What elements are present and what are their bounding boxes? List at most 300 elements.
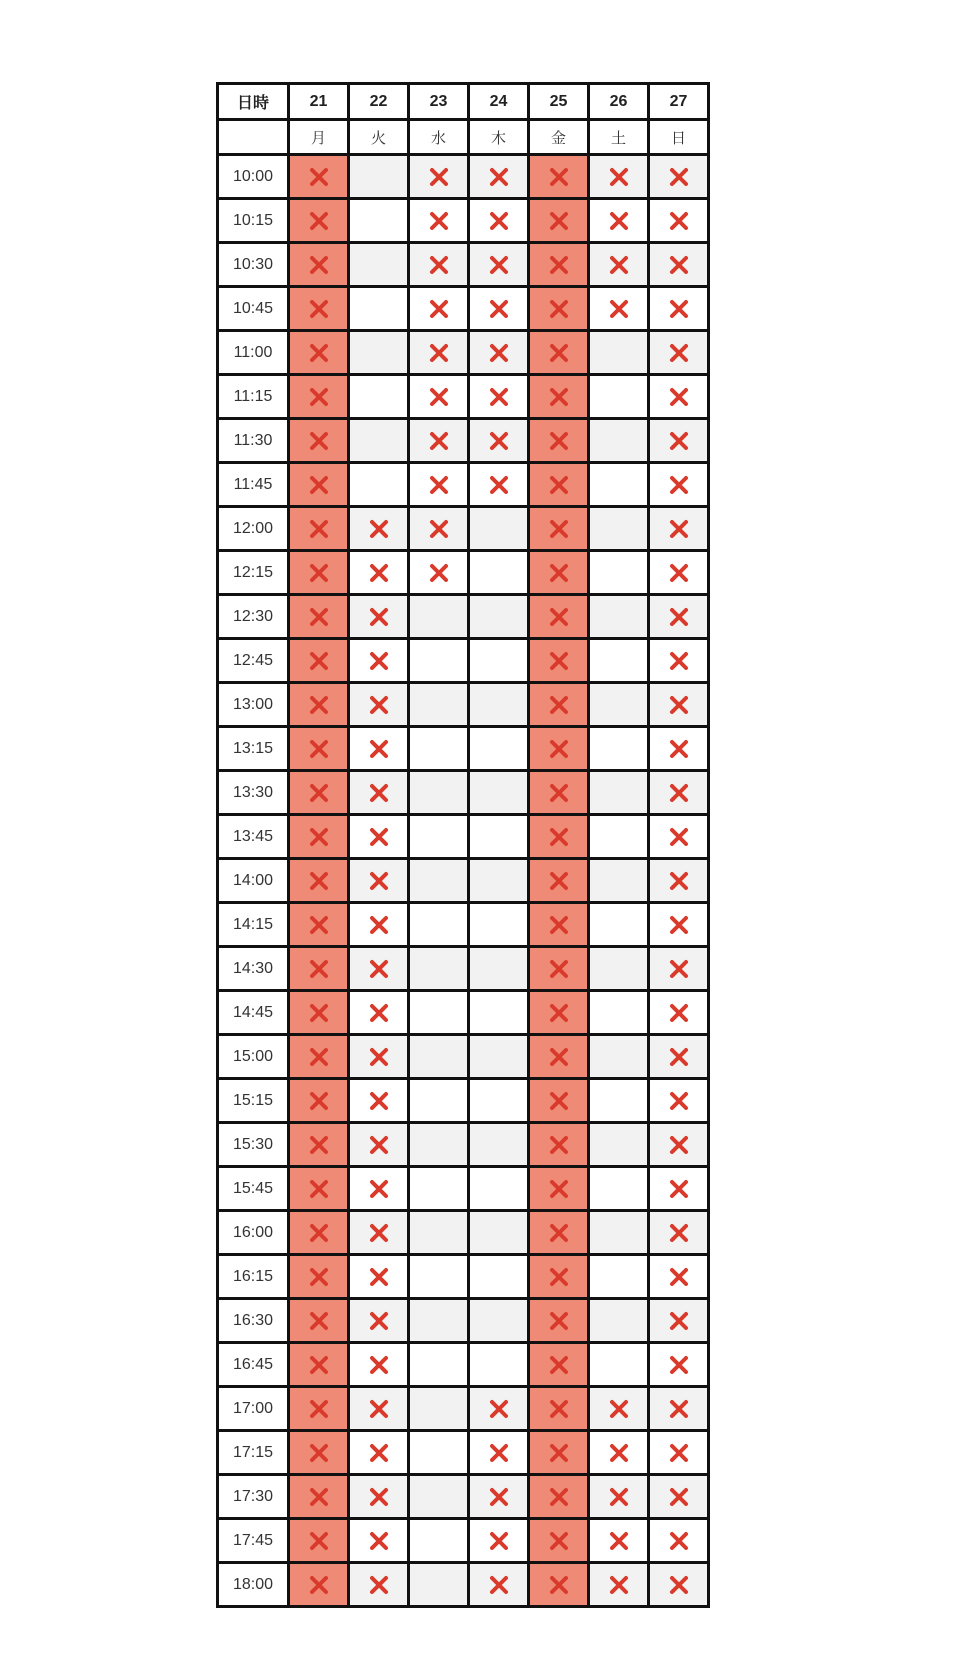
slot-24-1100: [469, 331, 529, 375]
cross-mark-icon: [548, 606, 570, 628]
cross-mark-icon: [548, 166, 570, 188]
slot-24-1030: [469, 243, 529, 287]
time-label: 15:45: [218, 1167, 289, 1211]
cross-mark-icon: [548, 562, 570, 584]
slot-23-1715[interactable]: [409, 1431, 469, 1475]
slot-21-1800: [289, 1563, 349, 1607]
cross-mark-icon: [548, 1222, 570, 1244]
time-slot-row: [218, 1563, 709, 1607]
cross-mark-icon: [548, 518, 570, 540]
time-label: 10:30: [218, 243, 289, 287]
weekday-header-22: 火: [349, 120, 409, 155]
cross-mark-icon: [368, 1134, 390, 1156]
cross-mark-icon: [668, 914, 690, 936]
weekday-header-row: [218, 120, 709, 155]
cross-mark-icon: [668, 386, 690, 408]
slot-22-1315: [349, 727, 409, 771]
time-label: 10:45: [218, 287, 289, 331]
slot-25-1730: [529, 1475, 589, 1519]
slot-26-1530[interactable]: [589, 1123, 649, 1167]
cross-mark-icon: [428, 254, 450, 276]
time-label: 11:45: [218, 463, 289, 507]
slot-26-1015: [589, 199, 649, 243]
time-label: 15:30: [218, 1123, 289, 1167]
cross-mark-icon: [548, 430, 570, 452]
cross-mark-icon: [548, 1266, 570, 1288]
slot-23-1030: [409, 243, 469, 287]
cross-mark-icon: [548, 210, 570, 232]
slot-21-1645: [289, 1343, 349, 1387]
cross-mark-icon: [308, 1354, 330, 1376]
slot-26-1200[interactable]: [589, 507, 649, 551]
cross-mark-icon: [548, 1046, 570, 1068]
slot-27-1415: [649, 903, 709, 947]
slot-23-1745[interactable]: [409, 1519, 469, 1563]
slot-26-1415[interactable]: [589, 903, 649, 947]
slot-25-1715: [529, 1431, 589, 1475]
cross-mark-icon: [668, 1046, 690, 1068]
slot-26-1630[interactable]: [589, 1299, 649, 1343]
slot-24-1515[interactable]: [469, 1079, 529, 1123]
slot-24-1715: [469, 1431, 529, 1475]
weekday-header-24: 木: [469, 120, 529, 155]
date-header-25: 25: [529, 84, 589, 120]
slot-23-1515[interactable]: [409, 1079, 469, 1123]
time-label: 14:00: [218, 859, 289, 903]
slot-21-1745: [289, 1519, 349, 1563]
cross-mark-icon: [548, 1178, 570, 1200]
time-slot-row: [218, 727, 709, 771]
weekday-header-21: 月: [289, 120, 349, 155]
cross-mark-icon: [668, 1442, 690, 1464]
slot-25-1415: [529, 903, 589, 947]
cross-mark-icon: [668, 298, 690, 320]
cross-mark-icon: [668, 254, 690, 276]
weekday-header-25: 金: [529, 120, 589, 155]
slot-27-1000: [649, 155, 709, 199]
slot-26-1645[interactable]: [589, 1343, 649, 1387]
slot-21-1245: [289, 639, 349, 683]
cross-mark-icon: [548, 1002, 570, 1024]
slot-23-1415[interactable]: [409, 903, 469, 947]
slot-24-1345[interactable]: [469, 815, 529, 859]
slot-23-1330[interactable]: [409, 771, 469, 815]
slot-26-1100[interactable]: [589, 331, 649, 375]
time-slot-row: [218, 1255, 709, 1299]
slot-24-1300[interactable]: [469, 683, 529, 727]
slot-24-1445[interactable]: [469, 991, 529, 1035]
slot-22-1600: [349, 1211, 409, 1255]
cross-mark-icon: [308, 914, 330, 936]
cross-mark-icon: [668, 1574, 690, 1596]
slot-25-1115: [529, 375, 589, 419]
cross-mark-icon: [548, 474, 570, 496]
slot-23-1245[interactable]: [409, 639, 469, 683]
slot-26-1000: [589, 155, 649, 199]
cross-mark-icon: [308, 1134, 330, 1156]
time-slot-row: [218, 1343, 709, 1387]
slot-23-1000: [409, 155, 469, 199]
cross-mark-icon: [668, 1090, 690, 1112]
slot-26-1600[interactable]: [589, 1211, 649, 1255]
slot-23-1100: [409, 331, 469, 375]
slot-26-1400[interactable]: [589, 859, 649, 903]
time-label: 16:15: [218, 1255, 289, 1299]
cross-mark-icon: [488, 1486, 510, 1508]
slot-22-1115[interactable]: [349, 375, 409, 419]
slot-25-1445: [529, 991, 589, 1035]
cross-mark-icon: [548, 342, 570, 364]
slot-27-1430: [649, 947, 709, 991]
cross-mark-icon: [368, 1222, 390, 1244]
slot-21-1600: [289, 1211, 349, 1255]
cross-mark-icon: [428, 562, 450, 584]
slot-24-1330[interactable]: [469, 771, 529, 815]
slot-25-1200: [529, 507, 589, 551]
cross-mark-icon: [668, 1398, 690, 1420]
slot-24-1130: [469, 419, 529, 463]
weekday-header-27: 日: [649, 120, 709, 155]
slot-26-1315[interactable]: [589, 727, 649, 771]
slot-27-1330: [649, 771, 709, 815]
cross-mark-icon: [668, 1178, 690, 1200]
slot-23-1500[interactable]: [409, 1035, 469, 1079]
time-label: 13:45: [218, 815, 289, 859]
cross-mark-icon: [308, 1178, 330, 1200]
slot-24-1700: [469, 1387, 529, 1431]
slot-27-1745: [649, 1519, 709, 1563]
time-slot-row: [218, 991, 709, 1035]
cross-mark-icon: [668, 430, 690, 452]
time-label: 10:00: [218, 155, 289, 199]
slot-21-1415: [289, 903, 349, 947]
slot-27-1015: [649, 199, 709, 243]
cross-mark-icon: [668, 1310, 690, 1332]
time-slot-row: [218, 331, 709, 375]
cross-mark-icon: [428, 474, 450, 496]
time-label: 14:15: [218, 903, 289, 947]
cross-mark-icon: [668, 738, 690, 760]
time-slot-row: [218, 199, 709, 243]
slot-27-1500: [649, 1035, 709, 1079]
cross-mark-icon: [548, 650, 570, 672]
slot-23-1230[interactable]: [409, 595, 469, 639]
slot-24-1145: [469, 463, 529, 507]
slot-23-1645[interactable]: [409, 1343, 469, 1387]
slot-27-1630: [649, 1299, 709, 1343]
slot-25-1600: [529, 1211, 589, 1255]
slot-21-1545: [289, 1167, 349, 1211]
cross-mark-icon: [308, 1222, 330, 1244]
slot-23-1215: [409, 551, 469, 595]
slot-26-1230[interactable]: [589, 595, 649, 639]
cross-mark-icon: [548, 694, 570, 716]
cross-mark-icon: [308, 650, 330, 672]
time-slot-row: [218, 947, 709, 991]
weekday-header-23: 水: [409, 120, 469, 155]
slot-23-1600[interactable]: [409, 1211, 469, 1255]
cross-mark-icon: [368, 1530, 390, 1552]
slot-27-1615: [649, 1255, 709, 1299]
slot-21-1615: [289, 1255, 349, 1299]
slot-23-1530[interactable]: [409, 1123, 469, 1167]
slot-21-1315: [289, 727, 349, 771]
slot-23-1615[interactable]: [409, 1255, 469, 1299]
cross-mark-icon: [368, 606, 390, 628]
slot-21-1730: [289, 1475, 349, 1519]
slot-25-1500: [529, 1035, 589, 1079]
slot-27-1215: [649, 551, 709, 595]
cross-mark-icon: [368, 1398, 390, 1420]
slot-21-1445: [289, 991, 349, 1035]
cross-mark-icon: [668, 606, 690, 628]
slot-23-1545[interactable]: [409, 1167, 469, 1211]
slot-24-1215[interactable]: [469, 551, 529, 595]
slot-27-1300: [649, 683, 709, 727]
cross-mark-icon: [488, 210, 510, 232]
slot-23-1115: [409, 375, 469, 419]
slot-26-1130[interactable]: [589, 419, 649, 463]
slot-24-1430[interactable]: [469, 947, 529, 991]
slot-22-1130[interactable]: [349, 419, 409, 463]
time-label: 13:15: [218, 727, 289, 771]
slot-27-1145: [649, 463, 709, 507]
cross-mark-icon: [548, 958, 570, 980]
slot-21-1500: [289, 1035, 349, 1079]
slot-22-1630: [349, 1299, 409, 1343]
slot-22-1200: [349, 507, 409, 551]
cross-mark-icon: [308, 782, 330, 804]
time-label: 12:00: [218, 507, 289, 551]
slot-23-1400[interactable]: [409, 859, 469, 903]
time-label: 17:15: [218, 1431, 289, 1475]
slot-23-1445[interactable]: [409, 991, 469, 1035]
cross-mark-icon: [488, 1574, 510, 1596]
slot-27-1230: [649, 595, 709, 639]
slot-23-1430[interactable]: [409, 947, 469, 991]
slot-24-1315[interactable]: [469, 727, 529, 771]
slot-25-1800: [529, 1563, 589, 1607]
cross-mark-icon: [548, 1310, 570, 1332]
cross-mark-icon: [368, 1574, 390, 1596]
cross-mark-icon: [668, 166, 690, 188]
date-header-27: 27: [649, 84, 709, 120]
time-label: 15:00: [218, 1035, 289, 1079]
slot-27-1115: [649, 375, 709, 419]
slot-23-1300[interactable]: [409, 683, 469, 727]
cross-mark-icon: [608, 1486, 630, 1508]
slot-22-1045[interactable]: [349, 287, 409, 331]
time-label: 11:30: [218, 419, 289, 463]
time-slot-row: [218, 1519, 709, 1563]
slot-22-1730: [349, 1475, 409, 1519]
date-header-row: [218, 84, 709, 120]
slot-21-1215: [289, 551, 349, 595]
cross-mark-icon: [668, 694, 690, 716]
time-slot-row: [218, 243, 709, 287]
slot-27-1100: [649, 331, 709, 375]
slot-23-1800[interactable]: [409, 1563, 469, 1607]
cross-mark-icon: [368, 958, 390, 980]
slot-26-1445[interactable]: [589, 991, 649, 1035]
cross-mark-icon: [368, 1178, 390, 1200]
cross-mark-icon: [308, 870, 330, 892]
slot-26-1615[interactable]: [589, 1255, 649, 1299]
slot-26-1715: [589, 1431, 649, 1475]
date-header-21: 21: [289, 84, 349, 120]
slot-25-1315: [529, 727, 589, 771]
slot-25-1215: [529, 551, 589, 595]
cross-mark-icon: [308, 606, 330, 628]
slot-26-1500[interactable]: [589, 1035, 649, 1079]
cross-mark-icon: [668, 342, 690, 364]
time-slot-row: [218, 1431, 709, 1475]
cross-mark-icon: [368, 1310, 390, 1332]
slot-24-1615[interactable]: [469, 1255, 529, 1299]
slot-21-1030: [289, 243, 349, 287]
slot-24-1600[interactable]: [469, 1211, 529, 1255]
slot-24-1245[interactable]: [469, 639, 529, 683]
cross-mark-icon: [368, 1486, 390, 1508]
slot-26-1515[interactable]: [589, 1079, 649, 1123]
slot-22-1700: [349, 1387, 409, 1431]
slot-25-1615: [529, 1255, 589, 1299]
slot-22-1030[interactable]: [349, 243, 409, 287]
slot-22-1100[interactable]: [349, 331, 409, 375]
slot-26-1700: [589, 1387, 649, 1431]
slot-26-1745: [589, 1519, 649, 1563]
slot-22-1145[interactable]: [349, 463, 409, 507]
cross-mark-icon: [308, 1530, 330, 1552]
slot-25-1330: [529, 771, 589, 815]
corner-label: 日時: [218, 84, 289, 120]
cross-mark-icon: [368, 1442, 390, 1464]
slot-24-1630[interactable]: [469, 1299, 529, 1343]
cross-mark-icon: [308, 694, 330, 716]
cross-mark-icon: [308, 826, 330, 848]
cross-mark-icon: [368, 562, 390, 584]
slot-25-1745: [529, 1519, 589, 1563]
slot-23-1700[interactable]: [409, 1387, 469, 1431]
cross-mark-icon: [308, 386, 330, 408]
slot-22-1645: [349, 1343, 409, 1387]
time-slot-row: [218, 639, 709, 683]
slot-23-1130: [409, 419, 469, 463]
slot-27-1715: [649, 1431, 709, 1475]
time-label: 11:00: [218, 331, 289, 375]
cross-mark-icon: [668, 870, 690, 892]
cross-mark-icon: [308, 958, 330, 980]
cross-mark-icon: [548, 1090, 570, 1112]
slot-21-1015: [289, 199, 349, 243]
slot-24-1230[interactable]: [469, 595, 529, 639]
slot-25-1345: [529, 815, 589, 859]
time-label: 15:15: [218, 1079, 289, 1123]
time-label: 14:30: [218, 947, 289, 991]
slot-24-1115: [469, 375, 529, 419]
cross-mark-icon: [428, 342, 450, 364]
cross-mark-icon: [308, 562, 330, 584]
cross-mark-icon: [488, 254, 510, 276]
time-slot-row: [218, 903, 709, 947]
slot-22-1015[interactable]: [349, 199, 409, 243]
cross-mark-icon: [308, 1002, 330, 1024]
slot-26-1545[interactable]: [589, 1167, 649, 1211]
slot-24-1530[interactable]: [469, 1123, 529, 1167]
slot-23-1630[interactable]: [409, 1299, 469, 1343]
slot-21-1045: [289, 287, 349, 331]
date-header-22: 22: [349, 84, 409, 120]
cross-mark-icon: [308, 1398, 330, 1420]
slot-26-1345[interactable]: [589, 815, 649, 859]
slot-24-1645[interactable]: [469, 1343, 529, 1387]
time-slot-row: [218, 1475, 709, 1519]
slot-25-1630: [529, 1299, 589, 1343]
cross-mark-icon: [308, 1310, 330, 1332]
slot-23-1730[interactable]: [409, 1475, 469, 1519]
cross-mark-icon: [488, 1442, 510, 1464]
cross-mark-icon: [308, 474, 330, 496]
time-slot-row: [218, 507, 709, 551]
slot-25-1400: [529, 859, 589, 903]
slot-25-1230: [529, 595, 589, 639]
date-header-23: 23: [409, 84, 469, 120]
slot-27-1030: [649, 243, 709, 287]
slot-23-1315[interactable]: [409, 727, 469, 771]
slot-21-1345: [289, 815, 349, 859]
slot-23-1015: [409, 199, 469, 243]
slot-26-1145[interactable]: [589, 463, 649, 507]
slot-24-1500[interactable]: [469, 1035, 529, 1079]
slot-26-1330[interactable]: [589, 771, 649, 815]
slot-24-1415[interactable]: [469, 903, 529, 947]
cross-mark-icon: [548, 782, 570, 804]
slot-26-1115[interactable]: [589, 375, 649, 419]
time-slot-row: [218, 551, 709, 595]
time-label: 18:00: [218, 1563, 289, 1607]
slot-24-1200[interactable]: [469, 507, 529, 551]
slot-27-1400: [649, 859, 709, 903]
time-label: 16:30: [218, 1299, 289, 1343]
time-slot-row: [218, 1299, 709, 1343]
slot-22-1000[interactable]: [349, 155, 409, 199]
cross-mark-icon: [308, 210, 330, 232]
slot-23-1345[interactable]: [409, 815, 469, 859]
slot-25-1145: [529, 463, 589, 507]
time-label: 17:45: [218, 1519, 289, 1563]
slot-24-1545[interactable]: [469, 1167, 529, 1211]
slot-25-1430: [529, 947, 589, 991]
cross-mark-icon: [308, 298, 330, 320]
time-slot-row: [218, 375, 709, 419]
slot-24-1400[interactable]: [469, 859, 529, 903]
cross-mark-icon: [548, 1354, 570, 1376]
cross-mark-icon: [548, 1134, 570, 1156]
slot-21-1530: [289, 1123, 349, 1167]
slot-26-1245[interactable]: [589, 639, 649, 683]
cross-mark-icon: [488, 474, 510, 496]
cross-mark-icon: [308, 166, 330, 188]
slot-21-1400: [289, 859, 349, 903]
slot-26-1215[interactable]: [589, 551, 649, 595]
cross-mark-icon: [668, 562, 690, 584]
slot-22-1445: [349, 991, 409, 1035]
slot-26-1430[interactable]: [589, 947, 649, 991]
time-label: 13:30: [218, 771, 289, 815]
slot-26-1300[interactable]: [589, 683, 649, 727]
cross-mark-icon: [368, 1354, 390, 1376]
time-label: 12:30: [218, 595, 289, 639]
